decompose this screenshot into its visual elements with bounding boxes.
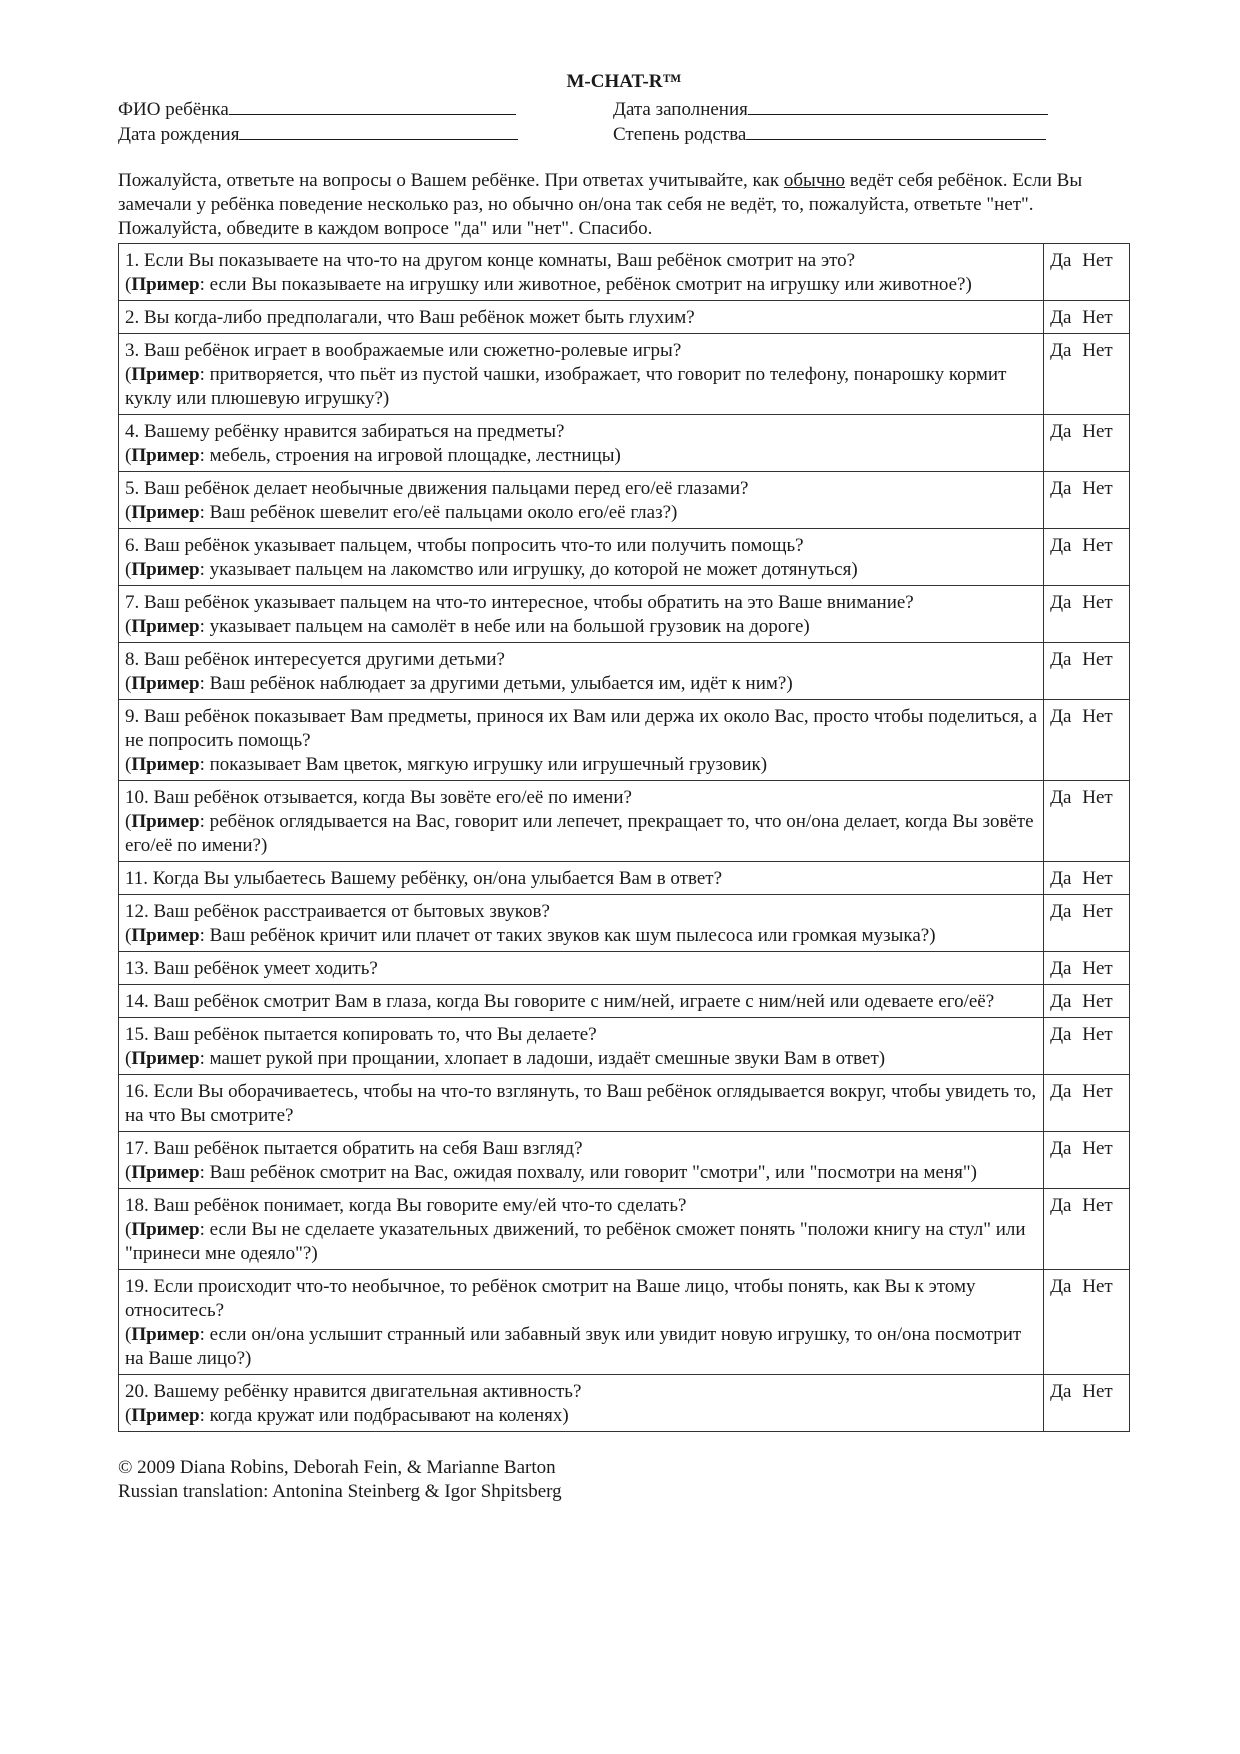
question-row xyxy=(119,244,1130,301)
question-text: 1. Если Вы показываете на что-то на другом конце комнаты, Ваш ребёнок смотрит на это? xyxy=(125,250,856,271)
example-label: Пример xyxy=(131,925,200,946)
example-label: Пример xyxy=(131,1162,200,1183)
example-text: : когда кружат или подбрасывают на коленях) xyxy=(199,1405,569,1426)
question-example: (Пример: Ваш ребёнок кричит или плачет от таких звуков как шум пылесоса или громкая музыка?) xyxy=(125,925,936,946)
answer-options[interactable]: Да Нет xyxy=(1044,862,1130,895)
question-text: 20. Вашему ребёнку нравится двигательная активность? xyxy=(125,1381,582,1402)
example-text: : Ваш ребёнок шевелит его/её пальцами около его/её глаз?) xyxy=(199,502,678,523)
example-label: Пример xyxy=(131,502,200,523)
example-label: Пример xyxy=(131,811,200,832)
example-label: Пример xyxy=(131,274,200,295)
question-cell xyxy=(119,1375,1044,1432)
answer-options[interactable]: Да Нет xyxy=(1044,985,1130,1018)
question-cell xyxy=(119,244,1044,301)
intro-part-1: Пожалуйста, ответьте на вопросы о Вашем ребёнке. При ответах учитывайте, как xyxy=(118,170,784,191)
question-cell xyxy=(119,1075,1044,1132)
question-row xyxy=(119,1189,1130,1270)
example-text: : ребёнок оглядывается на Вас, говорит или лепечет, прекращает то, что он/она делает, когда Вы зовёте его/её по имени?) xyxy=(125,811,1034,856)
question-example: (Пример: указывает пальцем на самолёт в небе или на большой грузовик на дороге) xyxy=(125,616,810,637)
question-cell xyxy=(119,952,1044,985)
example-text: : Ваш ребёнок кричит или плачет от таких звуков как шум пылесоса или громкая музыка?) xyxy=(199,925,936,946)
question-row xyxy=(119,1075,1130,1132)
relation-label: Степень родства xyxy=(613,124,747,145)
question-cell xyxy=(119,334,1044,415)
question-text: 19. Если происходит что-то необычное, то ребёнок смотрит на Ваше лицо, чтобы понять, как Вы к этому относитесь? xyxy=(125,1276,976,1321)
answer-options[interactable]: Да Нет xyxy=(1044,1375,1130,1432)
copyright: © 2009 Diana Robins, Deborah Fein, & Marianne Barton xyxy=(118,1457,556,1478)
question-row xyxy=(119,952,1130,985)
example-label: Пример xyxy=(131,1219,200,1240)
question-text: 9. Ваш ребёнок показывает Вам предметы, принося их Вам или держа их около Вас, просто чтобы поделиться, а не попросить помощь? xyxy=(125,706,1038,751)
question-text: 18. Ваш ребёнок понимает, когда Вы говорите ему/ей что-то сделать? xyxy=(125,1195,687,1216)
fill-date-field[interactable] xyxy=(613,96,1130,121)
question-row xyxy=(119,643,1130,700)
question-row xyxy=(119,895,1130,952)
translation-credit: Russian translation: Antonina Steinberg & Igor Shpitsberg xyxy=(118,1481,562,1502)
question-example: (Пример: мебель, строения на игровой площадке, лестницы) xyxy=(125,445,621,466)
question-row xyxy=(119,586,1130,643)
question-row xyxy=(119,985,1130,1018)
question-text: 11. Когда Вы улыбаетесь Вашему ребёнку, он/она улыбается Вам в ответ? xyxy=(125,868,722,889)
answer-options[interactable]: Да Нет xyxy=(1044,334,1130,415)
example-text: : Ваш ребёнок смотрит на Вас, ожидая похвалу, или говорит "смотри", или "посмотри на меня") xyxy=(199,1162,977,1183)
question-row xyxy=(119,781,1130,862)
question-cell xyxy=(119,1189,1044,1270)
question-example: (Пример: если он/она услышит странный или забавный звук или увидит новую игрушку, то он/она посмотрит на Ваше лицо?) xyxy=(125,1324,1022,1369)
question-row xyxy=(119,1375,1130,1432)
question-row xyxy=(119,472,1130,529)
question-row xyxy=(119,862,1130,895)
form-fields-row-2 xyxy=(118,121,1130,146)
question-cell xyxy=(119,415,1044,472)
question-cell xyxy=(119,643,1044,700)
question-example: (Пример: машет рукой при прощании, хлопает в ладоши, издаёт смешные звуки Вам в ответ) xyxy=(125,1048,886,1069)
question-text: 3. Ваш ребёнок играет в воображаемые или сюжетно-ролевые игры? xyxy=(125,340,682,361)
answer-options[interactable]: Да Нет xyxy=(1044,1018,1130,1075)
questionnaire-page xyxy=(118,70,1130,1504)
footer xyxy=(118,1456,1130,1504)
answer-options[interactable]: Да Нет xyxy=(1044,415,1130,472)
question-cell xyxy=(119,781,1044,862)
form-fields-row-1 xyxy=(118,96,1130,121)
relation-blank[interactable] xyxy=(746,121,1046,140)
answer-options[interactable]: Да Нет xyxy=(1044,529,1130,586)
questions-table xyxy=(118,243,1130,1432)
question-row xyxy=(119,1132,1130,1189)
example-text: : мебель, строения на игровой площадке, лестницы) xyxy=(199,445,621,466)
fill-date-label: Дата заполнения xyxy=(613,99,748,120)
answer-options[interactable]: Да Нет xyxy=(1044,700,1130,781)
answer-options[interactable]: Да Нет xyxy=(1044,301,1130,334)
question-example: (Пример: Ваш ребёнок наблюдает за другими детьми, улыбается им, идёт к ним?) xyxy=(125,673,793,694)
question-text: 5. Ваш ребёнок делает необычные движения пальцами перед его/её глазами? xyxy=(125,478,749,499)
example-label: Пример xyxy=(131,364,200,385)
example-label: Пример xyxy=(131,673,200,694)
question-example: (Пример: Ваш ребёнок шевелит его/её пальцами около его/её глаз?) xyxy=(125,502,678,523)
instructions xyxy=(118,169,1130,241)
question-example: (Пример: притворяется, что пьёт из пустой чашки, изображает, что говорит по телефону, понарошку кормит куклу или плюшевую игрушку?) xyxy=(125,364,1007,409)
question-row xyxy=(119,529,1130,586)
example-text: : притворяется, что пьёт из пустой чашки, изображает, что говорит по телефону, понарошку кормит куклу или плюшевую игрушку?) xyxy=(125,364,1007,409)
question-example: (Пример: указывает пальцем на лакомство или игрушку, до которой не может дотянуться) xyxy=(125,559,858,580)
example-text: : указывает пальцем на лакомство или игрушку, до которой не может дотянуться) xyxy=(199,559,858,580)
answer-options[interactable]: Да Нет xyxy=(1044,472,1130,529)
example-label: Пример xyxy=(131,616,200,637)
answer-options[interactable]: Да Нет xyxy=(1044,1189,1130,1270)
question-text: 8. Ваш ребёнок интересуется другими детьми? xyxy=(125,649,505,670)
example-label: Пример xyxy=(131,559,200,580)
question-cell xyxy=(119,586,1044,643)
example-text: : если Вы показываете на игрушку или животное, ребёнок смотрит на игрушку или животное?) xyxy=(199,274,972,295)
example-text: : указывает пальцем на самолёт в небе или на большой грузовик на дороге) xyxy=(199,616,810,637)
question-cell xyxy=(119,1270,1044,1375)
answer-options[interactable]: Да Нет xyxy=(1044,895,1130,952)
question-row xyxy=(119,700,1130,781)
example-label: Пример xyxy=(131,1405,200,1426)
relation-field[interactable] xyxy=(613,121,1130,146)
birth-date-blank[interactable] xyxy=(239,121,518,140)
question-text: 12. Ваш ребёнок расстраивается от бытовых звуков? xyxy=(125,901,550,922)
question-cell xyxy=(119,862,1044,895)
question-text: 2. Вы когда-либо предполагали, что Ваш ребёнок может быть глухим? xyxy=(125,307,695,328)
question-row xyxy=(119,1018,1130,1075)
question-text: 17. Ваш ребёнок пытается обратить на себя Ваш взгляд? xyxy=(125,1138,583,1159)
answer-options[interactable]: Да Нет xyxy=(1044,1270,1130,1375)
example-text: : Ваш ребёнок наблюдает за другими детьми, улыбается им, идёт к ним?) xyxy=(199,673,793,694)
birth-date-label: Дата рождения xyxy=(118,124,240,145)
child-name-label: ФИО ребёнка xyxy=(118,99,229,120)
question-text: 10. Ваш ребёнок отзывается, когда Вы зовёте его/её по имени? xyxy=(125,787,632,808)
answer-options[interactable]: Да Нет xyxy=(1044,643,1130,700)
question-cell xyxy=(119,700,1044,781)
child-name-field[interactable] xyxy=(118,96,613,121)
intro-underlined-word: обычно xyxy=(783,170,846,191)
answer-options[interactable]: Да Нет xyxy=(1044,1132,1130,1189)
question-text: 7. Ваш ребёнок указывает пальцем на что-то интересное, чтобы обратить на это Ваше внимание? xyxy=(125,592,914,613)
example-label: Пример xyxy=(131,1048,200,1069)
question-example: (Пример: Ваш ребёнок смотрит на Вас, ожидая похвалу, или говорит "смотри", или "посмотри на меня") xyxy=(125,1162,977,1183)
fill-date-blank[interactable] xyxy=(748,96,1048,115)
answer-options[interactable]: Да Нет xyxy=(1044,781,1130,862)
question-row xyxy=(119,334,1130,415)
question-text: 15. Ваш ребёнок пытается копировать то, что Вы делаете? xyxy=(125,1024,597,1045)
question-text: 13. Ваш ребёнок умеет ходить? xyxy=(125,958,378,979)
example-label: Пример xyxy=(131,1324,200,1345)
question-text: 4. Вашему ребёнку нравится забираться на предметы? xyxy=(125,421,565,442)
question-cell xyxy=(119,895,1044,952)
question-cell xyxy=(119,301,1044,334)
question-example: (Пример: ребёнок оглядывается на Вас, говорит или лепечет, прекращает то, что он/она делает, когда Вы зовёте его/её по имени?) xyxy=(125,811,1034,856)
question-text: 6. Ваш ребёнок указывает пальцем, чтобы попросить что-то или получить помощь? xyxy=(125,535,804,556)
child-name-blank[interactable] xyxy=(229,96,516,115)
answer-options[interactable]: Да Нет xyxy=(1044,952,1130,985)
question-example: (Пример: показывает Вам цветок, мягкую игрушку или игрушечный грузовик) xyxy=(125,754,768,775)
question-text: 14. Ваш ребёнок смотрит Вам в глаза, когда Вы говорите с ним/ней, играете с ним/ней или одеваете его/её? xyxy=(125,991,995,1012)
example-text: : показывает Вам цветок, мягкую игрушку или игрушечный грузовик) xyxy=(199,754,768,775)
question-row xyxy=(119,301,1130,334)
question-text: 16. Если Вы оборачиваетесь, чтобы на что-то взглянуть, то Ваш ребёнок оглядывается вокруг, чтобы увидеть то, на что Вы смотрите? xyxy=(125,1081,1037,1126)
example-text: : если Вы не сделаете указательных движений, то ребёнок сможет понять "положи книгу на стул" или "принеси мне одеяло"?) xyxy=(125,1219,1026,1264)
question-cell xyxy=(119,1018,1044,1075)
example-text: : машет рукой при прощании, хлопает в ладоши, издаёт смешные звуки Вам в ответ) xyxy=(199,1048,886,1069)
example-label: Пример xyxy=(131,754,200,775)
intro-part-2: ведёт себя ребёнок. Если Вы замечали у ребёнка поведение несколько раз, но обычно он/она так себя не ведёт, то, пожалуйста, ответьте "нет". Пожалуйста, обведите в каждом вопросе "да" или "нет". Спасибо. xyxy=(118,170,1083,239)
question-cell xyxy=(119,1132,1044,1189)
answer-options[interactable]: Да Нет xyxy=(1044,1075,1130,1132)
page-title: M-CHAT-R™ xyxy=(566,71,682,92)
question-cell xyxy=(119,472,1044,529)
answer-options[interactable]: Да Нет xyxy=(1044,586,1130,643)
question-example: (Пример: если Вы показываете на игрушку или животное, ребёнок смотрит на игрушку или животное?) xyxy=(125,274,972,295)
answer-options[interactable]: Да Нет xyxy=(1044,244,1130,301)
question-cell xyxy=(119,529,1044,586)
question-cell xyxy=(119,985,1044,1018)
example-text: : если он/она услышит странный или забавный звук или увидит новую игрушку, то он/она посмотрит на Ваше лицо?) xyxy=(125,1324,1022,1369)
question-row xyxy=(119,415,1130,472)
question-example: (Пример: когда кружат или подбрасывают на коленях) xyxy=(125,1405,569,1426)
birth-date-field[interactable] xyxy=(118,121,613,146)
question-row xyxy=(119,1270,1130,1375)
question-example: (Пример: если Вы не сделаете указательных движений, то ребёнок сможет понять "положи книгу на стул" или "принеси мне одеяло"?) xyxy=(125,1219,1026,1264)
example-label: Пример xyxy=(131,445,200,466)
